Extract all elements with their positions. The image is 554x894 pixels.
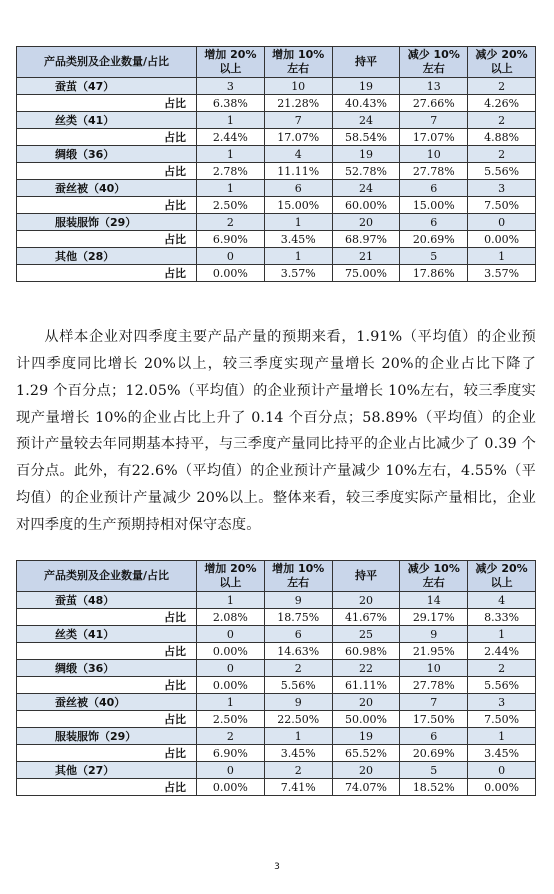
column-header-line: 左右: [422, 576, 445, 589]
count-cell: 7: [400, 694, 468, 711]
table-row-count: [17, 694, 536, 711]
column-header: [332, 561, 400, 592]
count-cell: 20: [332, 694, 400, 711]
category-label: 蚕茧（47）: [17, 78, 197, 95]
share-cell: 61.11%: [332, 677, 400, 694]
share-cell: 0.00%: [468, 231, 536, 248]
count-cell: 19: [332, 78, 400, 95]
share-cell: 3.57%: [468, 265, 536, 282]
column-header-line: 产品类别及企业数量/占比: [43, 55, 170, 68]
count-cell: 20: [332, 214, 400, 231]
count-cell: 2: [197, 728, 265, 745]
count-cell: 19: [332, 728, 400, 745]
share-cell: 60.98%: [332, 643, 400, 660]
column-header: [468, 561, 536, 592]
column-header: [264, 561, 332, 592]
count-cell: 10: [264, 78, 332, 95]
column-header-line: 增加 10%: [272, 48, 325, 61]
column-header: [400, 47, 468, 78]
column-header-line: 减少 20%: [475, 562, 528, 575]
share-cell: 2.44%: [468, 643, 536, 660]
column-header-line: 增加 10%: [272, 562, 325, 575]
share-cell: 21.95%: [400, 643, 468, 660]
count-cell: 0: [468, 762, 536, 779]
share-cell: 5.56%: [468, 163, 536, 180]
table-row-share: [17, 745, 536, 762]
count-cell: 7: [400, 112, 468, 129]
share-cell: 21.28%: [264, 95, 332, 112]
page-number: 3: [274, 862, 280, 872]
table-row-count: [17, 214, 536, 231]
share-cell: 5.56%: [264, 677, 332, 694]
share-cell: 7.41%: [264, 779, 332, 796]
column-header: [17, 561, 197, 592]
table-row-count: [17, 78, 536, 95]
count-cell: 2: [197, 214, 265, 231]
share-cell: 8.33%: [468, 609, 536, 626]
table-row-count: [17, 180, 536, 197]
category-label: 服装服饰（29）: [17, 728, 197, 745]
count-cell: 1: [468, 728, 536, 745]
column-header-line: 以上: [219, 576, 242, 589]
count-cell: 2: [264, 660, 332, 677]
share-cell: 68.97%: [332, 231, 400, 248]
count-cell: 1: [197, 694, 265, 711]
category-label: 服装服饰（29）: [17, 214, 197, 231]
column-header-line: 减少 10%: [407, 48, 460, 61]
count-cell: 4: [468, 592, 536, 609]
share-cell: 0.00%: [197, 643, 265, 660]
count-cell: 9: [264, 694, 332, 711]
table-row-share: [17, 779, 536, 796]
table-row-count: [17, 146, 536, 163]
share-label: 占比: [17, 265, 197, 282]
count-cell: 1: [264, 728, 332, 745]
column-header: [264, 47, 332, 78]
share-cell: 0.00%: [197, 677, 265, 694]
count-cell: 5: [400, 762, 468, 779]
share-cell: 2.50%: [197, 711, 265, 728]
column-header: [197, 561, 265, 592]
share-label: 占比: [17, 779, 197, 796]
body-paragraph: 从样本企业对四季度主要产品产量的预期来看，1.91%（平均值）的企业预计四季度同比增长 20%以上，较三季度实现产量增长 20%的企业占比下降了 1.29 个百分点；12.05%（平均值）的企业预计产量增长 10%左右，较三季度实现产量增长 10%的企业占比上升了 0.14 个百分点；58.89%（平均值）的企业预计产量较去年同期基本持平，与三季度产量同比持平的企业占比减少了 0.39 个百分点。此外，有22.6%（平均值）的企业预计产量减少 10%左右，4.55%（平均值）的企业预计产量减少 20%以上。整体来看，较三季度实际产量相比，企业对四季度的生产预期持相对保守态度。: [16, 329, 536, 533]
share-cell: 7.50%: [468, 711, 536, 728]
column-header-line: 左右: [287, 576, 310, 589]
share-cell: 18.75%: [264, 609, 332, 626]
count-cell: 19: [332, 146, 400, 163]
share-cell: 3.45%: [264, 745, 332, 762]
count-cell: 2: [264, 762, 332, 779]
share-label: 占比: [17, 609, 197, 626]
column-header-line: 减少 20%: [475, 48, 528, 61]
share-cell: 27.78%: [400, 163, 468, 180]
share-label: 占比: [17, 677, 197, 694]
share-cell: 15.00%: [400, 197, 468, 214]
count-cell: 0: [197, 248, 265, 265]
count-cell: 1: [197, 146, 265, 163]
count-cell: 24: [332, 112, 400, 129]
count-cell: 1: [197, 180, 265, 197]
table-row-share: [17, 163, 536, 180]
count-cell: 1: [468, 626, 536, 643]
table-row-share: [17, 95, 536, 112]
column-header-line: 左右: [287, 62, 310, 75]
count-cell: 20: [332, 592, 400, 609]
column-header-line: 增加 20%: [204, 48, 257, 61]
column-header-line: 产品类别及企业数量/占比: [43, 569, 170, 582]
count-cell: 6: [400, 180, 468, 197]
share-cell: 0.00%: [197, 779, 265, 796]
share-cell: 22.50%: [264, 711, 332, 728]
share-cell: 2.50%: [197, 197, 265, 214]
count-cell: 5: [400, 248, 468, 265]
count-cell: 25: [332, 626, 400, 643]
count-cell: 6: [264, 626, 332, 643]
table-row-count: [17, 112, 536, 129]
share-label: 占比: [17, 643, 197, 660]
share-cell: 20.69%: [400, 745, 468, 762]
count-cell: 0: [468, 214, 536, 231]
share-cell: 17.07%: [400, 129, 468, 146]
count-cell: 2: [468, 112, 536, 129]
category-label: 绸缎（36）: [17, 146, 197, 163]
column-header: [332, 47, 400, 78]
count-cell: 1: [264, 214, 332, 231]
share-cell: 4.88%: [468, 129, 536, 146]
share-label: 占比: [17, 745, 197, 762]
table-row-count: [17, 728, 536, 745]
column-header-line: 减少 10%: [407, 562, 460, 575]
share-cell: 41.67%: [332, 609, 400, 626]
share-cell: 58.54%: [332, 129, 400, 146]
share-cell: 20.69%: [400, 231, 468, 248]
share-cell: 6.90%: [197, 231, 265, 248]
share-cell: 15.00%: [264, 197, 332, 214]
share-cell: 40.43%: [332, 95, 400, 112]
share-cell: 6.38%: [197, 95, 265, 112]
share-cell: 75.00%: [332, 265, 400, 282]
share-cell: 17.50%: [400, 711, 468, 728]
share-cell: 27.66%: [400, 95, 468, 112]
category-label: 绸缎（36）: [17, 660, 197, 677]
category-label: 丝类（41）: [17, 112, 197, 129]
table-q3-output: [16, 46, 536, 282]
table-row-share: [17, 609, 536, 626]
column-header: [17, 47, 197, 78]
share-cell: 5.56%: [468, 677, 536, 694]
column-header-line: 持平: [354, 569, 377, 582]
column-header: [197, 47, 265, 78]
count-cell: 0: [197, 660, 265, 677]
share-cell: 29.17%: [400, 609, 468, 626]
count-cell: 10: [400, 660, 468, 677]
table-row-share: [17, 265, 536, 282]
count-cell: 3: [468, 180, 536, 197]
share-cell: 27.78%: [400, 677, 468, 694]
count-cell: 24: [332, 180, 400, 197]
column-header: [400, 561, 468, 592]
share-cell: 17.07%: [264, 129, 332, 146]
table-row-count: [17, 592, 536, 609]
share-label: 占比: [17, 95, 197, 112]
count-cell: 1: [468, 248, 536, 265]
share-cell: 4.26%: [468, 95, 536, 112]
table-row-count: [17, 660, 536, 677]
table-header-row: [17, 47, 536, 78]
count-cell: 9: [264, 592, 332, 609]
share-cell: 2.78%: [197, 163, 265, 180]
count-cell: 14: [400, 592, 468, 609]
share-cell: 50.00%: [332, 711, 400, 728]
category-label: 其他（28）: [17, 248, 197, 265]
share-cell: 6.90%: [197, 745, 265, 762]
share-label: 占比: [17, 163, 197, 180]
count-cell: 9: [400, 626, 468, 643]
column-header-line: 持平: [354, 55, 377, 68]
table-header-row: [17, 561, 536, 592]
share-cell: 0.00%: [197, 265, 265, 282]
share-cell: 0.00%: [468, 779, 536, 796]
category-label: 其他（27）: [17, 762, 197, 779]
share-label: 占比: [17, 231, 197, 248]
count-cell: 10: [400, 146, 468, 163]
share-cell: 7.50%: [468, 197, 536, 214]
share-cell: 65.52%: [332, 745, 400, 762]
share-cell: 2.44%: [197, 129, 265, 146]
count-cell: 3: [197, 78, 265, 95]
column-header-line: 增加 20%: [204, 562, 257, 575]
table-row-share: [17, 677, 536, 694]
count-cell: 3: [468, 694, 536, 711]
column-header-line: 左右: [422, 62, 445, 75]
category-label: 蚕丝被（40）: [17, 694, 197, 711]
count-cell: 4: [264, 146, 332, 163]
count-cell: 20: [332, 762, 400, 779]
table-q4-forecast: [16, 560, 536, 796]
table-row-share: [17, 197, 536, 214]
table-row-share: [17, 643, 536, 660]
share-cell: 2.08%: [197, 609, 265, 626]
share-cell: 60.00%: [332, 197, 400, 214]
count-cell: 6: [264, 180, 332, 197]
count-cell: 21: [332, 248, 400, 265]
share-label: 占比: [17, 711, 197, 728]
count-cell: 13: [400, 78, 468, 95]
column-header: [468, 47, 536, 78]
count-cell: 22: [332, 660, 400, 677]
category-label: 蚕丝被（40）: [17, 180, 197, 197]
share-cell: 18.52%: [400, 779, 468, 796]
count-cell: 0: [197, 626, 265, 643]
count-cell: 1: [197, 112, 265, 129]
share-cell: 11.11%: [264, 163, 332, 180]
count-cell: 6: [400, 214, 468, 231]
table-row-share: [17, 129, 536, 146]
share-label: 占比: [17, 197, 197, 214]
share-cell: 3.57%: [264, 265, 332, 282]
table-row-count: [17, 762, 536, 779]
count-cell: 2: [468, 660, 536, 677]
share-cell: 74.07%: [332, 779, 400, 796]
column-header-line: 以上: [219, 62, 242, 75]
count-cell: 7: [264, 112, 332, 129]
column-header-line: 以上: [490, 62, 513, 75]
share-label: 占比: [17, 129, 197, 146]
category-label: 丝类（41）: [17, 626, 197, 643]
share-cell: 52.78%: [332, 163, 400, 180]
count-cell: 0: [197, 762, 265, 779]
count-cell: 1: [197, 592, 265, 609]
count-cell: 2: [468, 78, 536, 95]
table-row-count: [17, 626, 536, 643]
table-row-share: [17, 711, 536, 728]
count-cell: 2: [468, 146, 536, 163]
category-label: 蚕茧（48）: [17, 592, 197, 609]
share-cell: 3.45%: [468, 745, 536, 762]
count-cell: 6: [400, 728, 468, 745]
table-row-count: [17, 248, 536, 265]
share-cell: 14.63%: [264, 643, 332, 660]
table-row-share: [17, 231, 536, 248]
column-header-line: 以上: [490, 576, 513, 589]
count-cell: 1: [264, 248, 332, 265]
share-cell: 3.45%: [264, 231, 332, 248]
share-cell: 17.86%: [400, 265, 468, 282]
